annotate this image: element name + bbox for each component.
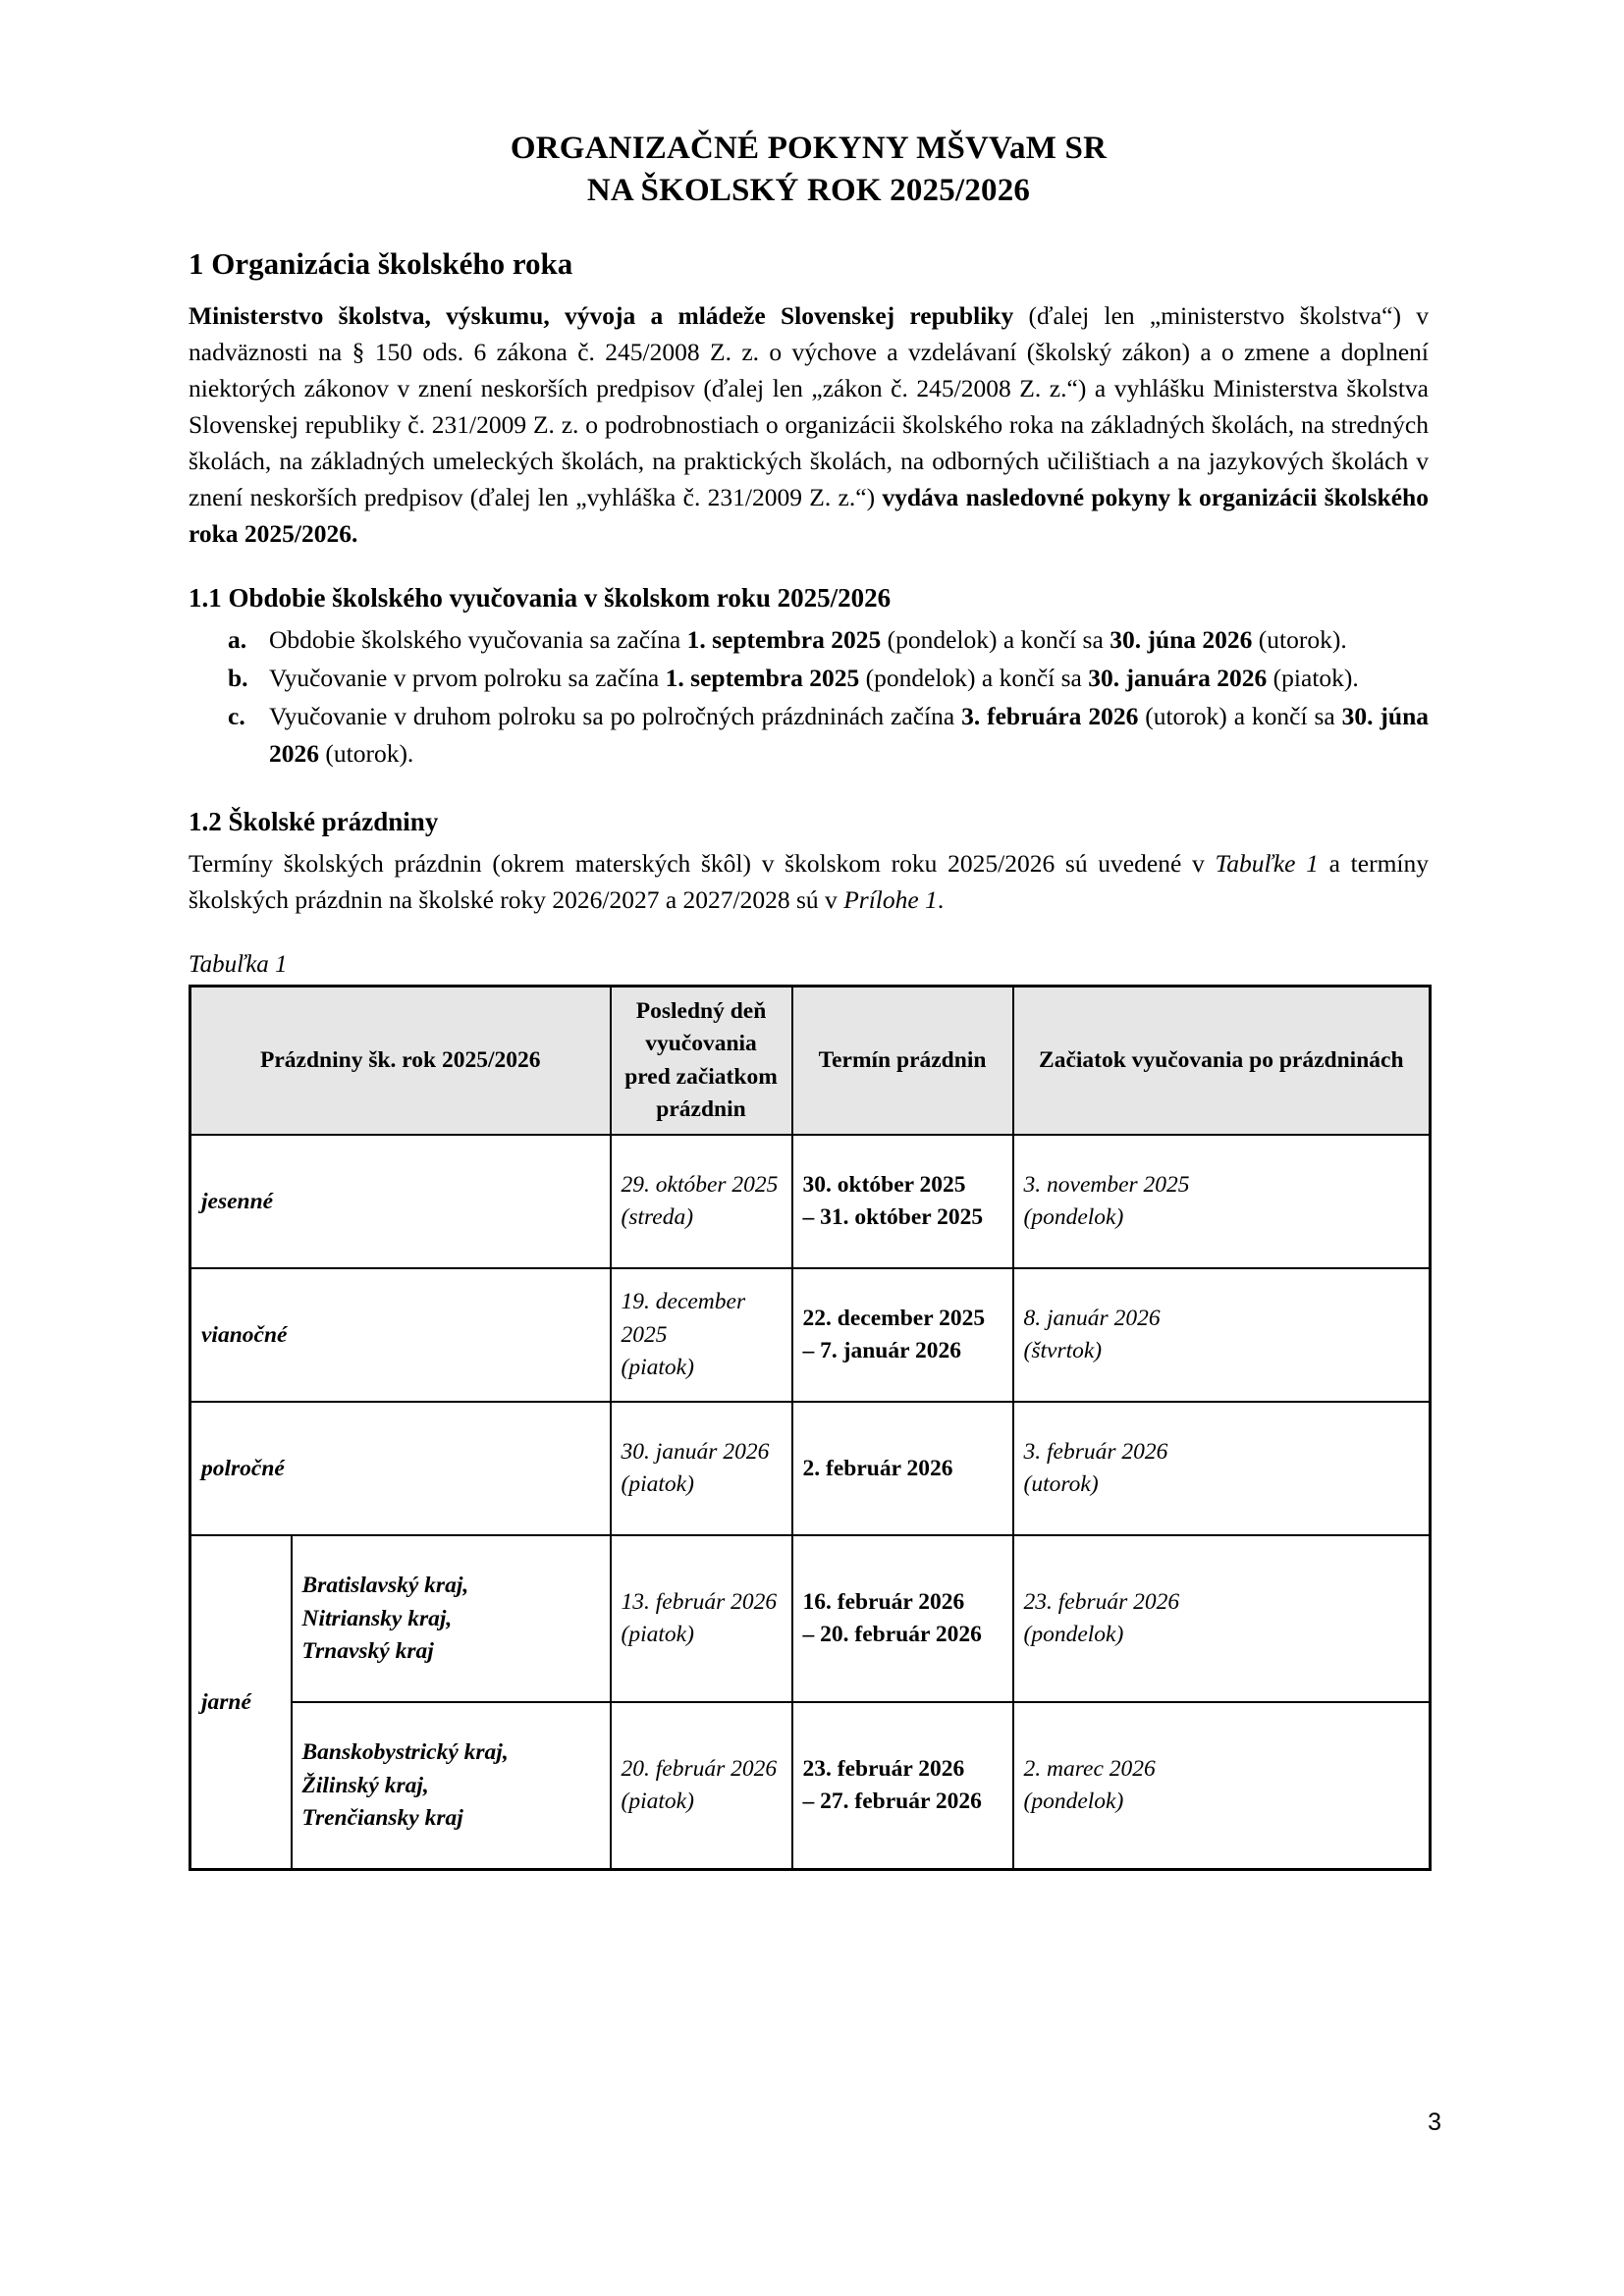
list-item-bold-1: 1. septembra 2025 [686, 625, 882, 655]
cell-term-line1: 16. február 2026 [802, 1589, 965, 1616]
cell-term [792, 1702, 1013, 1870]
section-1-paragraph-closing-bold: vydáva nasledovné pokyny k organizácii školského roka 2025/2026. [189, 483, 1429, 549]
section-1-2-text-2: a termíny školských prázdnin na školské roky 2026/2027 a 2027/2028 sú v [189, 848, 1430, 914]
cell-holiday-name: jarné [190, 1535, 292, 1870]
cell-start-after-line1: 8. január 2026 [1023, 1306, 1161, 1332]
cell-start-after-line2: (štvrtok) [1023, 1338, 1103, 1364]
cell-last-day-line1: 19. december 2025 [621, 1289, 746, 1348]
cell-holiday-name: polročné [190, 1402, 611, 1535]
list-item-bold-2: 30. júna 2026 [1110, 625, 1253, 655]
cell-start-after-line1: 23. február 2026 [1023, 1589, 1180, 1616]
list-item-bold-1: 1. septembra 2025 [665, 664, 860, 693]
cell-term [792, 1135, 1013, 1268]
cell-term-line1: 23. február 2026 [802, 1756, 965, 1783]
column-header-start-after-line3: prázdninách [1278, 1046, 1404, 1073]
section-1-paragraph [189, 297, 1429, 553]
section-1-2-heading: 1.2 Školské prázdniny [189, 806, 439, 836]
document-title [189, 128, 1429, 212]
column-header-start-after-line2: vyučovania po [1131, 1046, 1273, 1073]
document-title-line-2: NA ŠKOLSKÝ ROK 2025/2026 [586, 172, 1031, 208]
cell-term-line2: – 20. február 2026 [802, 1622, 982, 1648]
annex-reference: Prílohe 1 [843, 884, 938, 914]
column-header-holiday-name-line2: šk. rok 2025/2026 [368, 1046, 541, 1073]
cell-last-day [611, 1135, 792, 1268]
cell-last-day [611, 1702, 792, 1870]
column-header-last-day-line1: Posledný deň [635, 997, 767, 1024]
section-1-paragraph-middle: (ďalej len „ministerstvo školstva“) v nadväznosti na § 150 ods. 6 zákona č. 245/2008 Z. z. o výchove a vzdelávaní (školský zákon) a o zmene a doplnení niektorých zákonov v znení neskorších predpisov (ďalej len „zákon č. 245/2008 Z. z.“) a vyhlášku Ministerstva školstva Slovenskej republiky č. 231/2009 Z. z. o podrobnostiach o organizácii školského roka na základných školách, na stredných školách, na základných umeleckých školách, na praktických školách, na odborných učilištiach a na jazykových školách v znení neskorších predpisov (ďalej len „vyhláška č. 231/2009 Z. z.“) [189, 300, 1429, 511]
column-header-start-after-line1: Začiatok [1039, 1046, 1126, 1073]
section-1-2-text-1: Termíny školských prázdnin (okrem materských škôl) v školskom roku 2025/2026 sú uvedené v [189, 848, 1216, 878]
cell-last-day-line2: (streda) [621, 1204, 694, 1231]
cell-last-day-line1: 29. október 2025 [621, 1172, 779, 1199]
list-item-text-1: Vyučovanie v druhom polroku sa po polročných prázdninách začína [269, 702, 962, 731]
list-item-text-1: Vyučovanie v prvom polroku sa začína [269, 664, 666, 693]
cell-holiday-name: vianočné [190, 1268, 611, 1402]
cell-start-after [1013, 1402, 1431, 1535]
cell-start-after-line2: (pondelok) [1023, 1789, 1124, 1815]
cell-last-day-line2: (piatok) [621, 1471, 694, 1498]
cell-region-line1: Banskobystrický kraj, [301, 1739, 509, 1766]
cell-last-day-line2: (piatok) [621, 1355, 694, 1381]
cell-term-line1: 2. február 2026 [802, 1455, 953, 1481]
cell-region-line1: Bratislavský kraj, [301, 1573, 469, 1599]
column-header-last-day-line2: vyučovania pred [624, 1031, 757, 1090]
section-1-2-paragraph [189, 845, 1429, 918]
table-row [190, 1135, 1431, 1268]
column-header-start-after [1013, 986, 1431, 1135]
cell-start-after-line2: (pondelok) [1023, 1622, 1124, 1648]
list-marker: a. [228, 625, 247, 655]
cell-term [792, 1268, 1013, 1402]
cell-last-day [611, 1268, 792, 1402]
cell-region [292, 1702, 611, 1870]
page-content [189, 128, 1429, 1871]
column-header-last-day-line4: prázdnin [656, 1096, 746, 1123]
list-item-bold-2: 30. júna 2026 [269, 702, 1430, 768]
cell-region-line3: Trnavský kraj [301, 1638, 434, 1665]
school-holidays-table [189, 985, 1432, 1871]
list-item-text-2: (pondelok) a končí sa [881, 625, 1110, 655]
cell-start-after-line1: 2. marec 2026 [1023, 1756, 1156, 1783]
list-item [189, 660, 1429, 696]
list-item [189, 698, 1429, 771]
column-header-term: Termín prázdnin [792, 986, 1013, 1135]
cell-last-day-line2: (piatok) [621, 1789, 694, 1815]
section-1-2-text-3: . [937, 884, 945, 914]
cell-term-line2: – 27. február 2026 [802, 1789, 982, 1815]
column-header-last-day-line3: začiatkom [676, 1063, 778, 1090]
table-body [190, 1135, 1431, 1870]
cell-term [792, 1402, 1013, 1535]
cell-term-line2: – 7. január 2026 [802, 1338, 961, 1364]
cell-last-day-line1: 13. február 2026 [621, 1589, 778, 1616]
list-item-text-2: (utorok) a končí sa [1138, 702, 1342, 731]
table-row [190, 1702, 1431, 1870]
list-marker: c. [228, 702, 245, 731]
ministry-name-bold: Ministerstvo školstva, výskumu, vývoja a mládeže Slovenskej republiky [189, 300, 1014, 330]
cell-term [792, 1535, 1013, 1702]
cell-start-after [1013, 1135, 1431, 1268]
list-item-text-3: (utorok). [1252, 625, 1347, 655]
section-1-1-heading: 1.1 Obdobie školského vyučovania v školskom roku 2025/2026 [189, 583, 892, 614]
section-1-heading: 1 Organizácia školského roka [189, 245, 573, 281]
list-marker: b. [228, 664, 248, 693]
cell-region-line2: Žilinský kraj, [301, 1772, 429, 1798]
cell-last-day-line1: 30. január 2026 [621, 1439, 770, 1466]
table-header [190, 986, 1431, 1135]
cell-term-line2: – 31. október 2025 [802, 1204, 984, 1231]
column-header-last-day [611, 986, 792, 1135]
column-header-holiday-name-line1: Prázdniny [259, 1046, 363, 1073]
list-item [189, 621, 1429, 658]
table-header-row [190, 986, 1431, 1135]
table-caption: Tabuľka 1 [189, 950, 288, 978]
cell-term-line1: 22. december 2025 [802, 1306, 986, 1332]
list-item-bold-1: 3. februára 2026 [961, 702, 1139, 731]
table-row [190, 1402, 1431, 1535]
document-title-line-1: ORGANIZAČNÉ POKYNY MŠVVaM SR [510, 131, 1108, 166]
cell-start-after-line1: 3. február 2026 [1023, 1439, 1168, 1466]
list-item-text-1: Obdobie školského vyučovania sa začína [269, 625, 687, 655]
cell-last-day [611, 1535, 792, 1702]
cell-region-line2: Nitriansky kraj, [301, 1605, 453, 1631]
cell-region [292, 1535, 611, 1702]
cell-start-after-line1: 3. november 2025 [1023, 1172, 1190, 1199]
column-header-holiday-name [190, 986, 611, 1135]
cell-start-after-line2: (utorok) [1023, 1471, 1099, 1498]
table-row [190, 1535, 1431, 1702]
page-number: 3 [1428, 2109, 1441, 2136]
cell-start-after-line2: (pondelok) [1023, 1204, 1124, 1231]
cell-last-day-line1: 20. február 2026 [621, 1756, 778, 1783]
cell-holiday-name: jesenné [190, 1135, 611, 1268]
list-item-text-3: (utorok). [319, 738, 414, 768]
cell-last-day [611, 1402, 792, 1535]
cell-start-after [1013, 1702, 1431, 1870]
list-item-bold-2: 30. januára 2026 [1088, 664, 1268, 693]
cell-region-line3: Trenčiansky kraj [301, 1805, 463, 1832]
cell-start-after [1013, 1268, 1431, 1402]
cell-term-line1: 30. október 2025 [802, 1172, 966, 1199]
cell-last-day-line2: (piatok) [621, 1622, 694, 1648]
school-year-period-list [189, 621, 1429, 771]
cell-start-after [1013, 1535, 1431, 1702]
table-reference: Tabuľke 1 [1215, 848, 1319, 878]
list-item-text-3: (piatok). [1267, 664, 1359, 693]
list-item-text-2: (pondelok) a končí sa [859, 664, 1089, 693]
table-row [190, 1268, 1431, 1402]
